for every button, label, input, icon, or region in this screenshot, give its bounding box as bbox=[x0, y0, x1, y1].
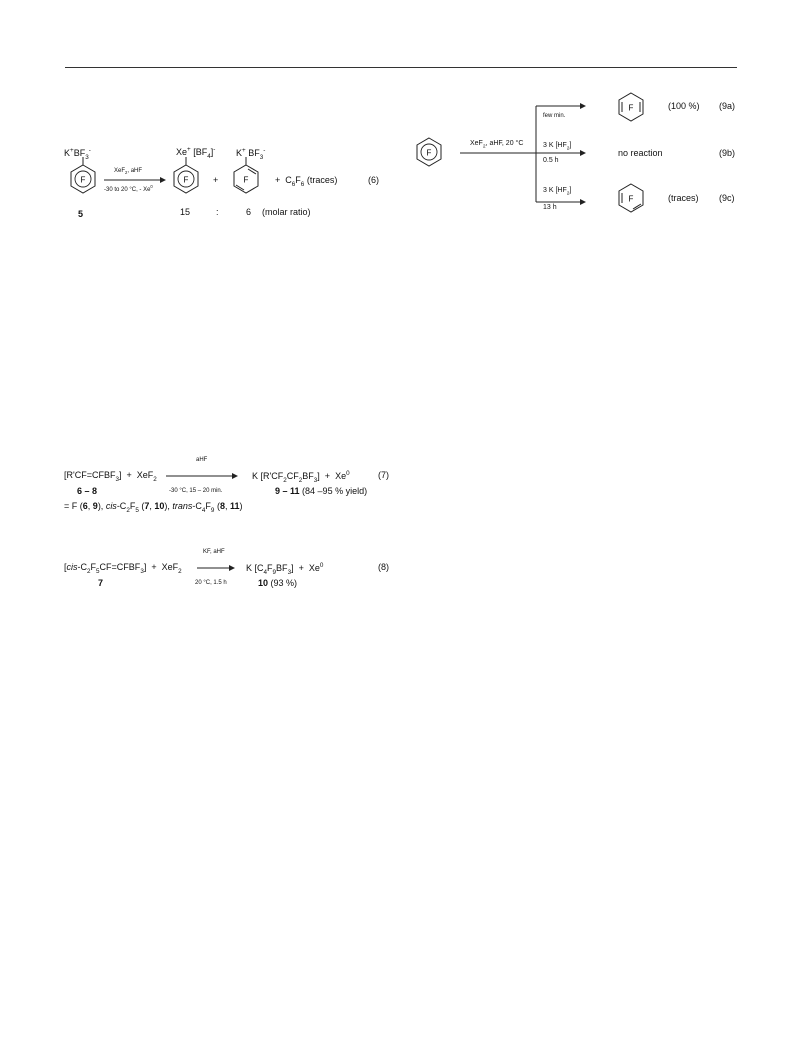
above-arrow-8: KF, aHF bbox=[203, 549, 225, 555]
svg-text:F: F bbox=[628, 194, 634, 204]
reaction-arrow-6 bbox=[104, 176, 166, 184]
ratio-6: 6 bbox=[246, 207, 252, 217]
phenyl-ring-start bbox=[414, 137, 444, 167]
reactant-numbers-7: 6 – 8 bbox=[77, 486, 98, 496]
result-9b: no reaction bbox=[618, 148, 663, 158]
reactant-number-8: 7 bbox=[98, 578, 104, 588]
time-9a: few min. bbox=[543, 113, 566, 119]
plus-sign: + bbox=[213, 175, 219, 185]
equation-number-6: (6) bbox=[368, 175, 379, 185]
diene-ring-9c bbox=[616, 183, 646, 213]
equation-number-9a: (9a) bbox=[719, 101, 736, 111]
below-arrow-7: -30 °C, 15 – 20 min. bbox=[169, 488, 223, 494]
reagent-xef2: XeF$_2$, aHF, 20 °C bbox=[470, 140, 524, 150]
product-numbers-7: 9 – 11 (84 –95 % yield) bbox=[275, 486, 368, 496]
equation-number-9b: (9b) bbox=[719, 148, 736, 158]
dewar-ring-9a bbox=[616, 92, 646, 122]
product-7: K $[R'CF_2CF_2BF_3] + Xe^0$ bbox=[252, 470, 350, 484]
reagent-9b: 3 K $[HF_2]$ bbox=[543, 142, 572, 152]
reaction-arrow-8 bbox=[197, 564, 235, 572]
phenyl-ring-product1 bbox=[171, 164, 201, 194]
product2-formula: K+ $BF_3^-$ bbox=[236, 147, 266, 161]
reagent-above: XeF$_2$, aHF bbox=[114, 168, 143, 176]
product1-formula: Xe+ $[BF_4]^-$ bbox=[176, 146, 216, 160]
yield-9c: (traces) bbox=[668, 193, 699, 203]
below-arrow-8: 20 °C, 1.5 h bbox=[195, 580, 227, 586]
product-8: K $[C_4F_9BF_3] + Xe^0$ bbox=[246, 562, 324, 576]
svg-text:F: F bbox=[426, 148, 432, 158]
reactant-7: $[R'CF=CFBF_3] + XeF_2$ bbox=[64, 470, 157, 483]
substituent-legend-7: = F (6, 9), cis-$C_2F_5$ (7, 10), trans-$C_4F_9$ (8, 11) bbox=[64, 501, 243, 514]
reaction-arrow-7 bbox=[166, 472, 238, 480]
phenyl-ring-reactant bbox=[68, 164, 98, 194]
above-arrow-7: aHF bbox=[196, 457, 208, 463]
ratio-colon: : bbox=[216, 207, 219, 217]
cyclohexadiene-ring-product2 bbox=[231, 164, 261, 194]
time-9c: 13 h bbox=[543, 204, 557, 211]
svg-text:F: F bbox=[628, 103, 634, 113]
svg-text:F: F bbox=[183, 175, 189, 185]
ratio-note: (molar ratio) bbox=[262, 207, 311, 217]
reactant-8: $[cis-C_2F_5CF=CFBF_3] + XeF_2$ bbox=[64, 562, 182, 575]
conditions-below: -30 to 20 °C, - Xe$^0$ bbox=[104, 184, 153, 193]
equation-number-7: (7) bbox=[378, 470, 389, 480]
equation-number-8: (8) bbox=[378, 562, 389, 572]
header-rule bbox=[65, 67, 737, 68]
bond-line bbox=[82, 157, 84, 165]
yield-9a: (100 %) bbox=[668, 101, 700, 111]
ring-label: F bbox=[80, 175, 86, 185]
reagent-9c: 3 K $[HF_2]$ bbox=[543, 187, 572, 197]
time-9b: 0.5 h bbox=[543, 157, 559, 164]
compound-number-5: 5 bbox=[78, 209, 84, 219]
c6f6-traces: + $C_6F_6$ (traces) bbox=[275, 175, 338, 188]
ratio-15: 15 bbox=[180, 207, 191, 217]
product-number-8: 10 (93 %) bbox=[258, 578, 298, 588]
equation-number-9c: (9c) bbox=[719, 193, 735, 203]
reactant-formula: $K^+BF_3^-$ bbox=[64, 147, 91, 161]
svg-text:F: F bbox=[243, 175, 249, 185]
